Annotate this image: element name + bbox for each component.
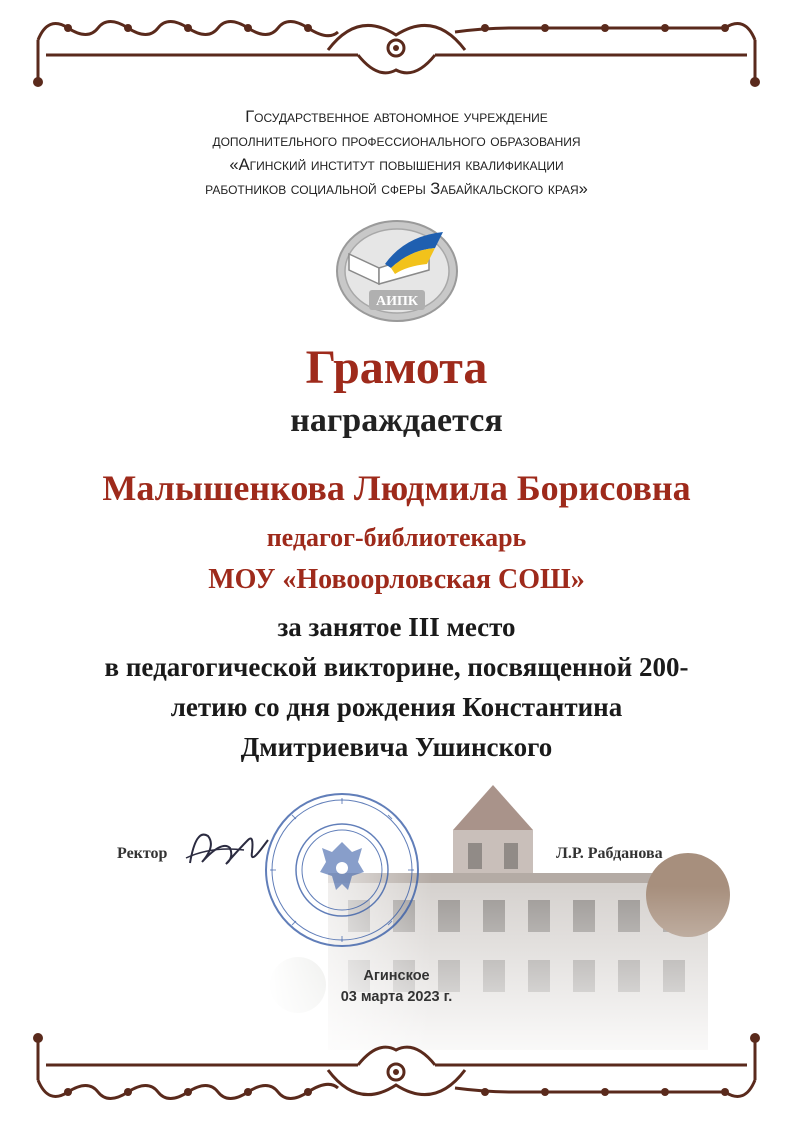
header-line-2: дополнительного профессионального образования [212,132,581,150]
recipient-position: педагог-библиотекарь [266,523,527,552]
awarded-label: награждается [290,402,503,439]
reason-line-1: за занятое III место [277,612,516,642]
rector-signature-icon [182,818,272,878]
header-line-3: «Агинский институт повышения квалификации [229,156,564,174]
recipient-name: Малышенкова Людмила Борисовна [102,468,691,508]
header-line-4: работников социальной сферы Забайкальского края» [205,180,588,198]
certificate-title: Грамота [305,341,488,394]
issue-date: 03 марта 2023 г. [340,989,453,1005]
top-ornament-border [28,10,765,92]
reason-line-4: Дмитриевича Ушинского [240,732,553,762]
header-line-1: Государственное автономное учреждение [245,108,548,126]
aipk-logo-icon [335,218,459,324]
logo-text: АИПК [375,294,419,309]
reason-line-2: в педагогической викторине, посвященной 200- [104,652,689,682]
official-seal-icon [262,790,422,950]
reason-line-3: летию со дня рождения Константина [170,692,623,722]
rector-label: Ректор [117,845,168,862]
recipient-school: МОУ «Новоорловская СОШ» [208,564,585,595]
bottom-ornament-border [28,1028,765,1110]
award-reason [0,607,793,767]
institution-header [0,105,793,201]
rector-name: Л.Р. Рабданова [556,845,663,862]
issue-city: Агинское [363,968,430,984]
